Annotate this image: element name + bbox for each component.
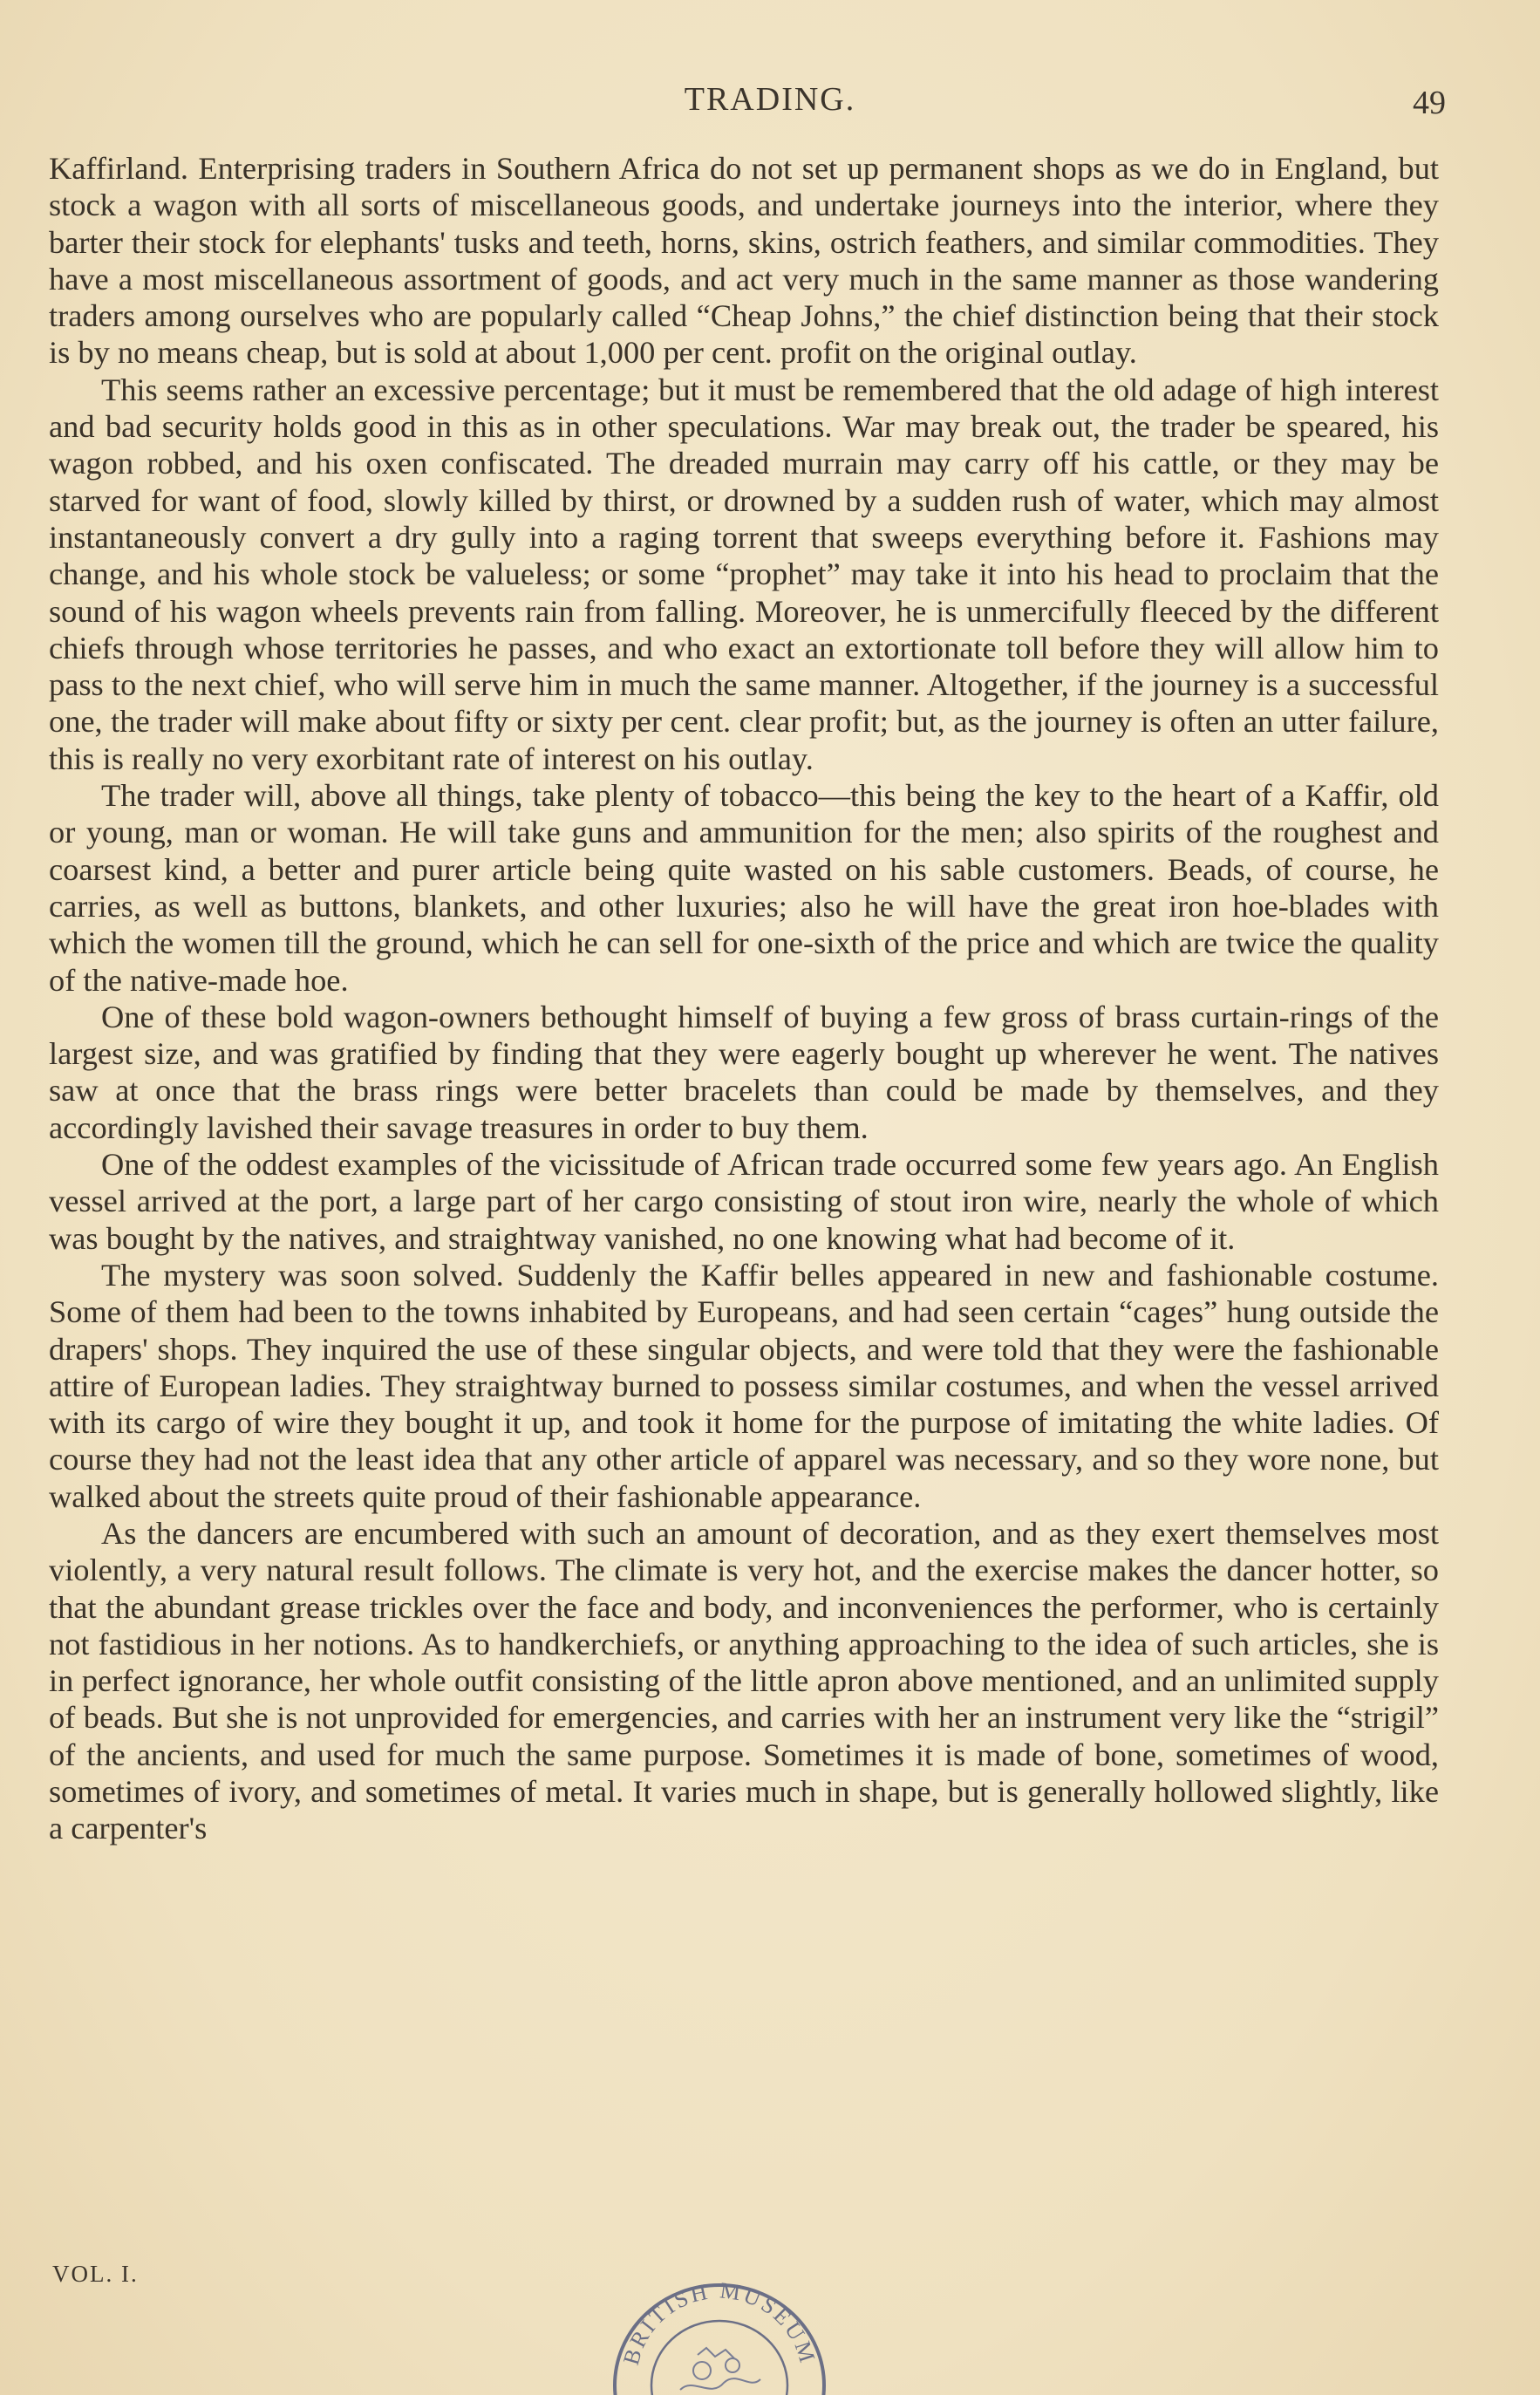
- running-head: [0, 80, 1540, 124]
- paragraph: The mystery was soon solved. Suddenly the Kaffir belles appeared in new and fashionable costume. Some of them had been to the towns inhabited by Europeans, and had seen certain “cages” hung outside the drapers' shops. They inquired the use of these singular objects, and were told that they were the fashionable attire of European ladies. They straightway burned to possess similar costumes, and when the vessel arrived with its cargo of wire they bought it up, and took it home for the purpose of imitating the white ladies. Of course they had not the least idea that any other article of apparel was necessary, and so they wore none, but walked about the streets quite proud of their fashionable appearance.: [49, 1257, 1439, 1514]
- paragraph: The trader will, above all things, take plenty of tobacco—this being the key to the heart of a Kaffir, old or young, man or woman. He will take guns and ammunition for the men; also spirits of the roughest and coarsest kind, a better and purer article being quite wasted on his sable customers. Beads, of course, he carries, as well as buttons, blankets, and other luxuries; also he will have the great iron hoe-blades with which the women till the ground, which he can sell for one-sixth of the price and which are twice the quality of the native-made hoe.: [49, 778, 1439, 998]
- body-text: [49, 150, 1439, 1847]
- paragraph: One of these bold wagon-owners bethought himself of buying a few gross of brass curtain-rings of the largest size, and was gratified by finding that they were eagerly bought up wherever he went. The natives saw at once that the brass rings were better bracelets than could be made by themselves, and they accordingly lavished their savage treasures in order to buy them.: [49, 999, 1439, 1145]
- paragraph-continued: Kaffirland. Enterprising traders in Southern Africa do not set up permanent shops as we do in England, but stock a wagon with all sorts of miscellaneous goods, and undertake journeys into the interior, where they barter their stock for elephants' tusks and teeth, horns, skins, ostrich feathers, and similar commodities. They have a most miscellaneous assortment of goods, and act very much in the same manner as those wandering traders among ourselves who are popularly called “Cheap Johns,” the chief distinction being that their stock is by no means cheap, but is sold at about 1,000 per cent. profit on the original outlay.: [49, 151, 1439, 371]
- stamp-lettering: BRITISH MUSEUM: [617, 2277, 821, 2368]
- paragraph: One of the oddest examples of the vicissitude of African trade occurred some few years ago. An English vessel arrived at the port, a large part of her cargo consisting of stout iron wire, nearly the whole of which was bought by the natives, and straightway vanished, no one knowing what had become of it.: [49, 1147, 1439, 1256]
- page-number: 49: [1413, 85, 1446, 121]
- paragraph: This seems rather an excessive percentage; but it must be remembered that the old adage of high interest and bad security holds good in this as in other speculations. War may break out, the trader be speared, his wagon robbed, and his oxen confiscated. The dreaded murrain may carry off his cattle, or they may be starved for want of food, slowly killed by thirst, or drowned by a sudden rush of water, which may almost instantaneously convert a dry gully into a raging torrent that sweeps everything before it. Fashions may change, and his whole stock be valueless; or some “prophet” may take it into his head to proclaim that the sound of his wagon wheels prevents rain from falling. Moreover, he is unmercifully fleeced by the different chiefs through whose territories he passes, and who exact an extortionate toll before they will allow him to pass to the next chief, who will serve him in much the same manner. Altogether, if the journey is a successful one, the trader will make about fifty or sixty per cent. clear profit; but, as the journey is often an utter failure, this is really no very exorbitant rate of interest on his outlay.: [49, 372, 1439, 776]
- volume-signature: VOL. I.: [52, 2261, 139, 2287]
- running-title: TRADING.: [684, 81, 856, 118]
- paragraph: As the dancers are encumbered with such an amount of decoration, and as they exert themselves most violently, a very natural result follows. The climate is very hot, and the exercise makes the dancer hotter, so that the abundant grease trickles over the face and body, and inconveniences the performer, who is certainly not fastidious in her notions. As to handkerchiefs, or anything approaching to the idea of such articles, she is in perfect ignorance, her whole outfit consisting of the little apron above mentioned, and an unlimited supply of beads. But she is not unprovided for emergencies, and carries with her an instrument very like the “strigil” of the ancients, and used for much the same purpose. Sometimes it is made of bone, sometimes of wood, sometimes of ivory, and sometimes of metal. It varies much in shape, but is generally hollowed slightly, like a carpenter's: [49, 1515, 1439, 1846]
- library-stamp: [593, 2268, 846, 2395]
- museum-stamp-icon: [593, 2268, 846, 2395]
